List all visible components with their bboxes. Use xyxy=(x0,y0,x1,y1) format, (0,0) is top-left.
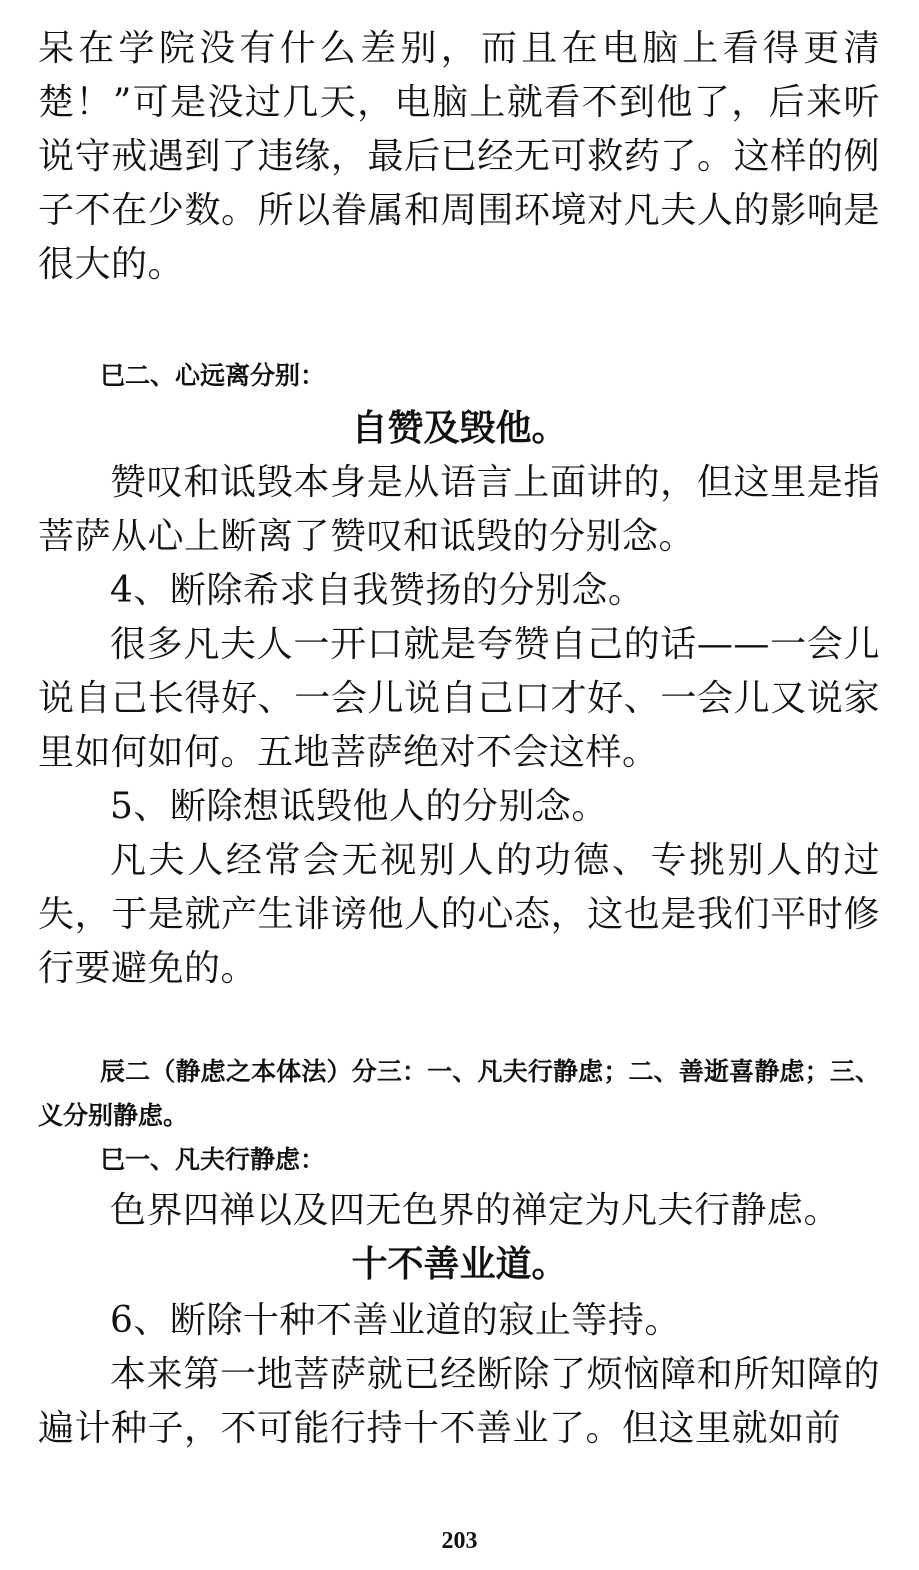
verse-praise-self-disparage-others: 自赞及毁他。 xyxy=(351,408,568,449)
verse-ten-nonvirtues: 十不善业道。 xyxy=(351,1244,568,1285)
section-heading-meditation-outline: 辰二（静虑之本体法）分三：一、凡夫行静虑；二、善逝喜静虑；三、义分别静虑。 xyxy=(38,1057,880,1130)
section-heading-mind-separation: 巳二、心远离分别： xyxy=(100,361,326,390)
page-number: 203 xyxy=(441,1528,478,1554)
paragraph-first-bhumi: 本来第一地菩萨就已经断除了烦恼障和所知障的遍计种子，不可能行持十不善业了。但这里就如前 xyxy=(38,1354,880,1449)
list-item-6: 6、断除十种不善业道的寂止等持。 xyxy=(110,1300,681,1341)
paragraph-ordinary-people-praise: 很多凡夫人一开口就是夸赞自己的话——一会儿说自己长得好、一会儿说自己口才好、一会儿又说家里如何如何。五地菩萨绝对不会这样。 xyxy=(38,624,880,773)
section-heading-ordinary-meditation: 巳一、凡夫行静虑： xyxy=(100,1145,326,1174)
paragraph-praise-explanation: 赞叹和诋毁本身是从语言上面讲的，但这里是指菩萨从心上断离了赞叹和诋毁的分别念。 xyxy=(38,462,880,557)
list-item-4: 4、断除希求自我赞扬的分别念。 xyxy=(110,570,645,611)
list-item-5: 5、断除想诋毁他人的分别念。 xyxy=(110,786,608,827)
paragraph-form-realm-dhyana: 色界四禅以及四无色界的禅定为凡夫行静虑。 xyxy=(110,1190,841,1231)
paragraph-continuation: 呆在学院没有什么差别，而且在电脑上看得更清楚！”可是没过几天，电脑上就看不到他了，后来听说守戒遇到了违缘，最后已经无可救药了。这样的例子不在少数。所以眷属和周围环境对凡夫人的影响是很大的。 xyxy=(38,28,880,285)
paragraph-disparage-others: 凡夫人经常会无视别人的功德、专挑别人的过失，于是就产生诽谤他人的心态，这也是我们平时修行要避免的。 xyxy=(38,840,880,989)
